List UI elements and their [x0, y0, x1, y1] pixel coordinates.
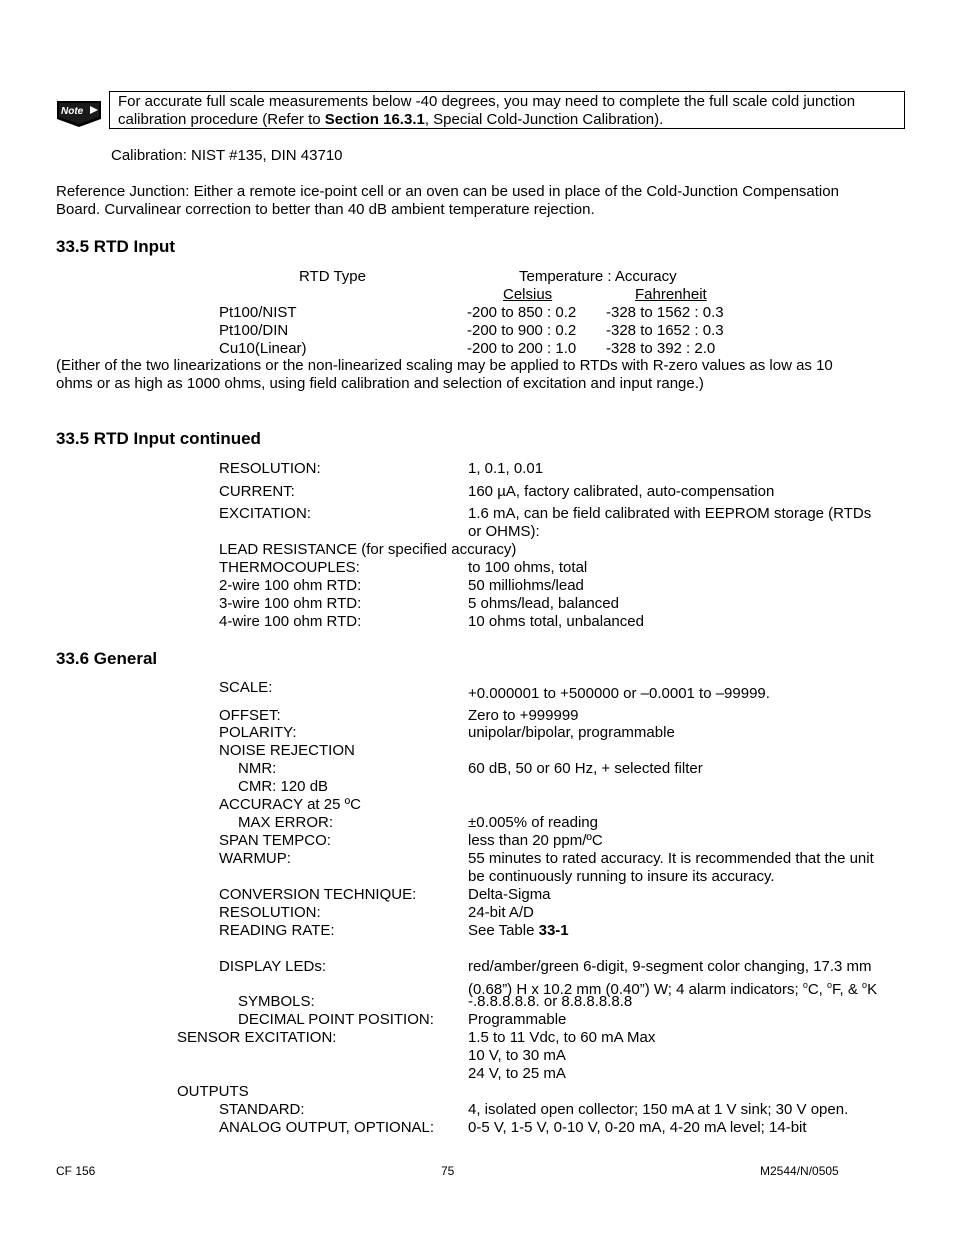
reading-rate-label: READING RATE:: [219, 922, 335, 939]
rtd-row-fahrenheit: -328 to 1652 : 0.3: [606, 322, 724, 339]
spec-label: CURRENT:: [219, 483, 295, 500]
outputs-label: OUTPUTS: [177, 1083, 249, 1100]
section-title-rtd-continued: 33.5 RTD Input continued: [56, 429, 261, 448]
note-box: [109, 91, 905, 129]
display-leds-value-2: (0.68”) H x 10.2 mm (0.40”) W; 4 alarm indicators; $^o$C, $^o$F, & $^o$K: [468, 980, 878, 998]
sensor-excitation-value: 24 V, to 25 mA: [468, 1065, 566, 1082]
spec-label: RESOLUTION:: [219, 460, 321, 477]
standard-output-label: STANDARD:: [219, 1101, 305, 1118]
reading-rate-value: See Table 33-1: [468, 922, 569, 939]
spec-label: 3-wire 100 ohm RTD:: [219, 595, 362, 612]
noise-rejection-label: NOISE REJECTION: [219, 742, 355, 759]
spec-value: to 100 ohms, total: [468, 559, 588, 576]
note-line-2: calibration procedure (Refer to Section 16.3.1, Special Cold-Junction Calibration).: [118, 111, 664, 128]
rtd-note-line-2: ohms or as high as 1000 ohms, using field calibration and selection of excitation and input range.): [56, 375, 704, 392]
footer-page-number: 75: [441, 1164, 455, 1178]
scale-label: SCALE:: [219, 679, 273, 696]
note-section-ref: Section 16.3.1: [324, 111, 425, 128]
spec-value: 50 milliohms/lead: [468, 577, 584, 594]
offset-label: OFFSET:: [219, 707, 281, 724]
nmr-label: NMR:: [238, 760, 277, 777]
note-icon: [57, 97, 101, 127]
cmr-label: CMR: 120 dB: [238, 778, 329, 795]
resolution-label: RESOLUTION:: [219, 904, 321, 921]
offset-value: Zero to +999999: [468, 707, 579, 724]
sensor-excitation-value: 10 V, to 30 mA: [468, 1047, 566, 1064]
section-title-rtd: 33.5 RTD Input: [56, 237, 176, 256]
decimal-point-label: DECIMAL POINT POSITION:: [238, 1011, 434, 1028]
span-tempco-label: SPAN TEMPCO:: [219, 832, 331, 849]
rtd-row-type: Pt100/NIST: [219, 304, 297, 321]
footer-doc-code: M2544/N/0505: [760, 1164, 839, 1178]
spec-label: EXCITATION:: [219, 505, 311, 522]
rtd-row-type: Cu10(Linear): [219, 340, 307, 357]
conversion-value: Delta-Sigma: [468, 886, 551, 903]
polarity-label: POLARITY:: [219, 724, 297, 741]
warmup-value-2: be continuously running to insure its accuracy.: [468, 868, 775, 885]
rtd-note-line-1: (Either of the two linearizations or the non-linearized scaling may be applied to RTDs with R-zero values as low as 10: [56, 357, 833, 374]
rtd-header-temp: Temperature : Accuracy: [519, 268, 677, 285]
spec-label: 4-wire 100 ohm RTD:: [219, 613, 362, 630]
nmr-value: 60 dB, 50 or 60 Hz, + selected filter: [468, 760, 703, 777]
accuracy-label: ACCURACY at 25 ºC: [219, 796, 361, 813]
max-error-label: MAX ERROR:: [238, 814, 334, 831]
calibration-text: Calibration: NIST #135, DIN 43710: [111, 147, 343, 164]
conversion-label: CONVERSION TECHNIQUE:: [219, 886, 417, 903]
display-leds-value: red/amber/green 6-digit, 9-segment color changing, 17.3 mm: [468, 958, 872, 975]
rtd-row-fahrenheit: -328 to 1562 : 0.3: [606, 304, 724, 321]
span-tempco-value: less than 20 ppm/ºC: [468, 832, 603, 849]
spec-value: or OHMS):: [468, 523, 540, 540]
spec-value: 10 ohms total, unbalanced: [468, 613, 644, 630]
decimal-point-value: Programmable: [468, 1011, 567, 1028]
spec-value: 5 ohms/lead, balanced: [468, 595, 619, 612]
symbols-label: SYMBOLS:: [238, 993, 315, 1010]
rtd-row-celsius: -200 to 850 : 0.2: [467, 304, 577, 321]
spec-label: 2-wire 100 ohm RTD:: [219, 577, 362, 594]
standard-output-value: 4, isolated open collector; 150 mA at 1 V sink; 30 V open.: [468, 1101, 849, 1118]
analog-output-label: ANALOG OUTPUT, OPTIONAL:: [219, 1119, 435, 1136]
warmup-label: WARMUP:: [219, 850, 291, 867]
scale-value: +0.000001 to +500000 or –0.0001 to –99999.: [468, 685, 770, 702]
warmup-value: 55 minutes to rated accuracy. It is recommended that the unit: [468, 850, 874, 867]
analog-output-value: 0-5 V, 1-5 V, 0-10 V, 0-20 mA, 4-20 mA level; 14-bit: [468, 1119, 807, 1136]
spec-value: 1, 0.1, 0.01: [468, 460, 544, 477]
reference-line-2: Board. Curvalinear correction to better than 40 dB ambient temperature rejection.: [56, 201, 595, 218]
reference-line-1: Reference Junction: Either a remote ice-point cell or an oven can be used in place of the Cold-Junction Compensation: [56, 183, 839, 200]
footer-model: CF 156: [56, 1164, 96, 1178]
resolution-value: 24-bit A/D: [468, 904, 534, 921]
spec-label: LEAD RESISTANCE (for specified accuracy): [219, 541, 517, 558]
spec-value: 160 µA, factory calibrated, auto-compensation: [468, 483, 775, 500]
polarity-value: unipolar/bipolar, programmable: [468, 724, 675, 741]
rtd-row-type: Pt100/DIN: [219, 322, 289, 339]
rtd-header-fahrenheit: Fahrenheit: [635, 286, 707, 303]
table-ref: 33-1: [538, 922, 569, 939]
rtd-row-celsius: -200 to 900 : 0.2: [467, 322, 577, 339]
section-title-general: 33.6 General: [56, 649, 158, 668]
sensor-excitation-label: SENSOR EXCITATION:: [177, 1029, 337, 1046]
rtd-row-fahrenheit: -328 to 392 : 2.0: [606, 340, 716, 357]
spec-label: THERMOCOUPLES:: [219, 559, 360, 576]
spec-value: 1.6 mA, can be field calibrated with EEPROM storage (RTDs: [468, 505, 872, 522]
note-icon-label: Note: [61, 106, 84, 117]
symbols-value: -.8.8.8.8.8. or 8.8.8.8.8.8: [468, 993, 633, 1010]
display-leds-label: DISPLAY LEDs:: [219, 958, 326, 975]
rtd-header-type: RTD Type: [299, 268, 366, 285]
max-error-value: ±0.005% of reading: [468, 814, 598, 831]
sensor-excitation-value: 1.5 to 11 Vdc, to 60 mA Max: [468, 1029, 656, 1046]
rtd-header-celsius: Celsius: [503, 286, 553, 303]
rtd-row-celsius: -200 to 200 : 1.0: [467, 340, 577, 357]
note-line-1: For accurate full scale measurements below -40 degrees, you may need to complete the full scale cold junction: [118, 93, 856, 110]
